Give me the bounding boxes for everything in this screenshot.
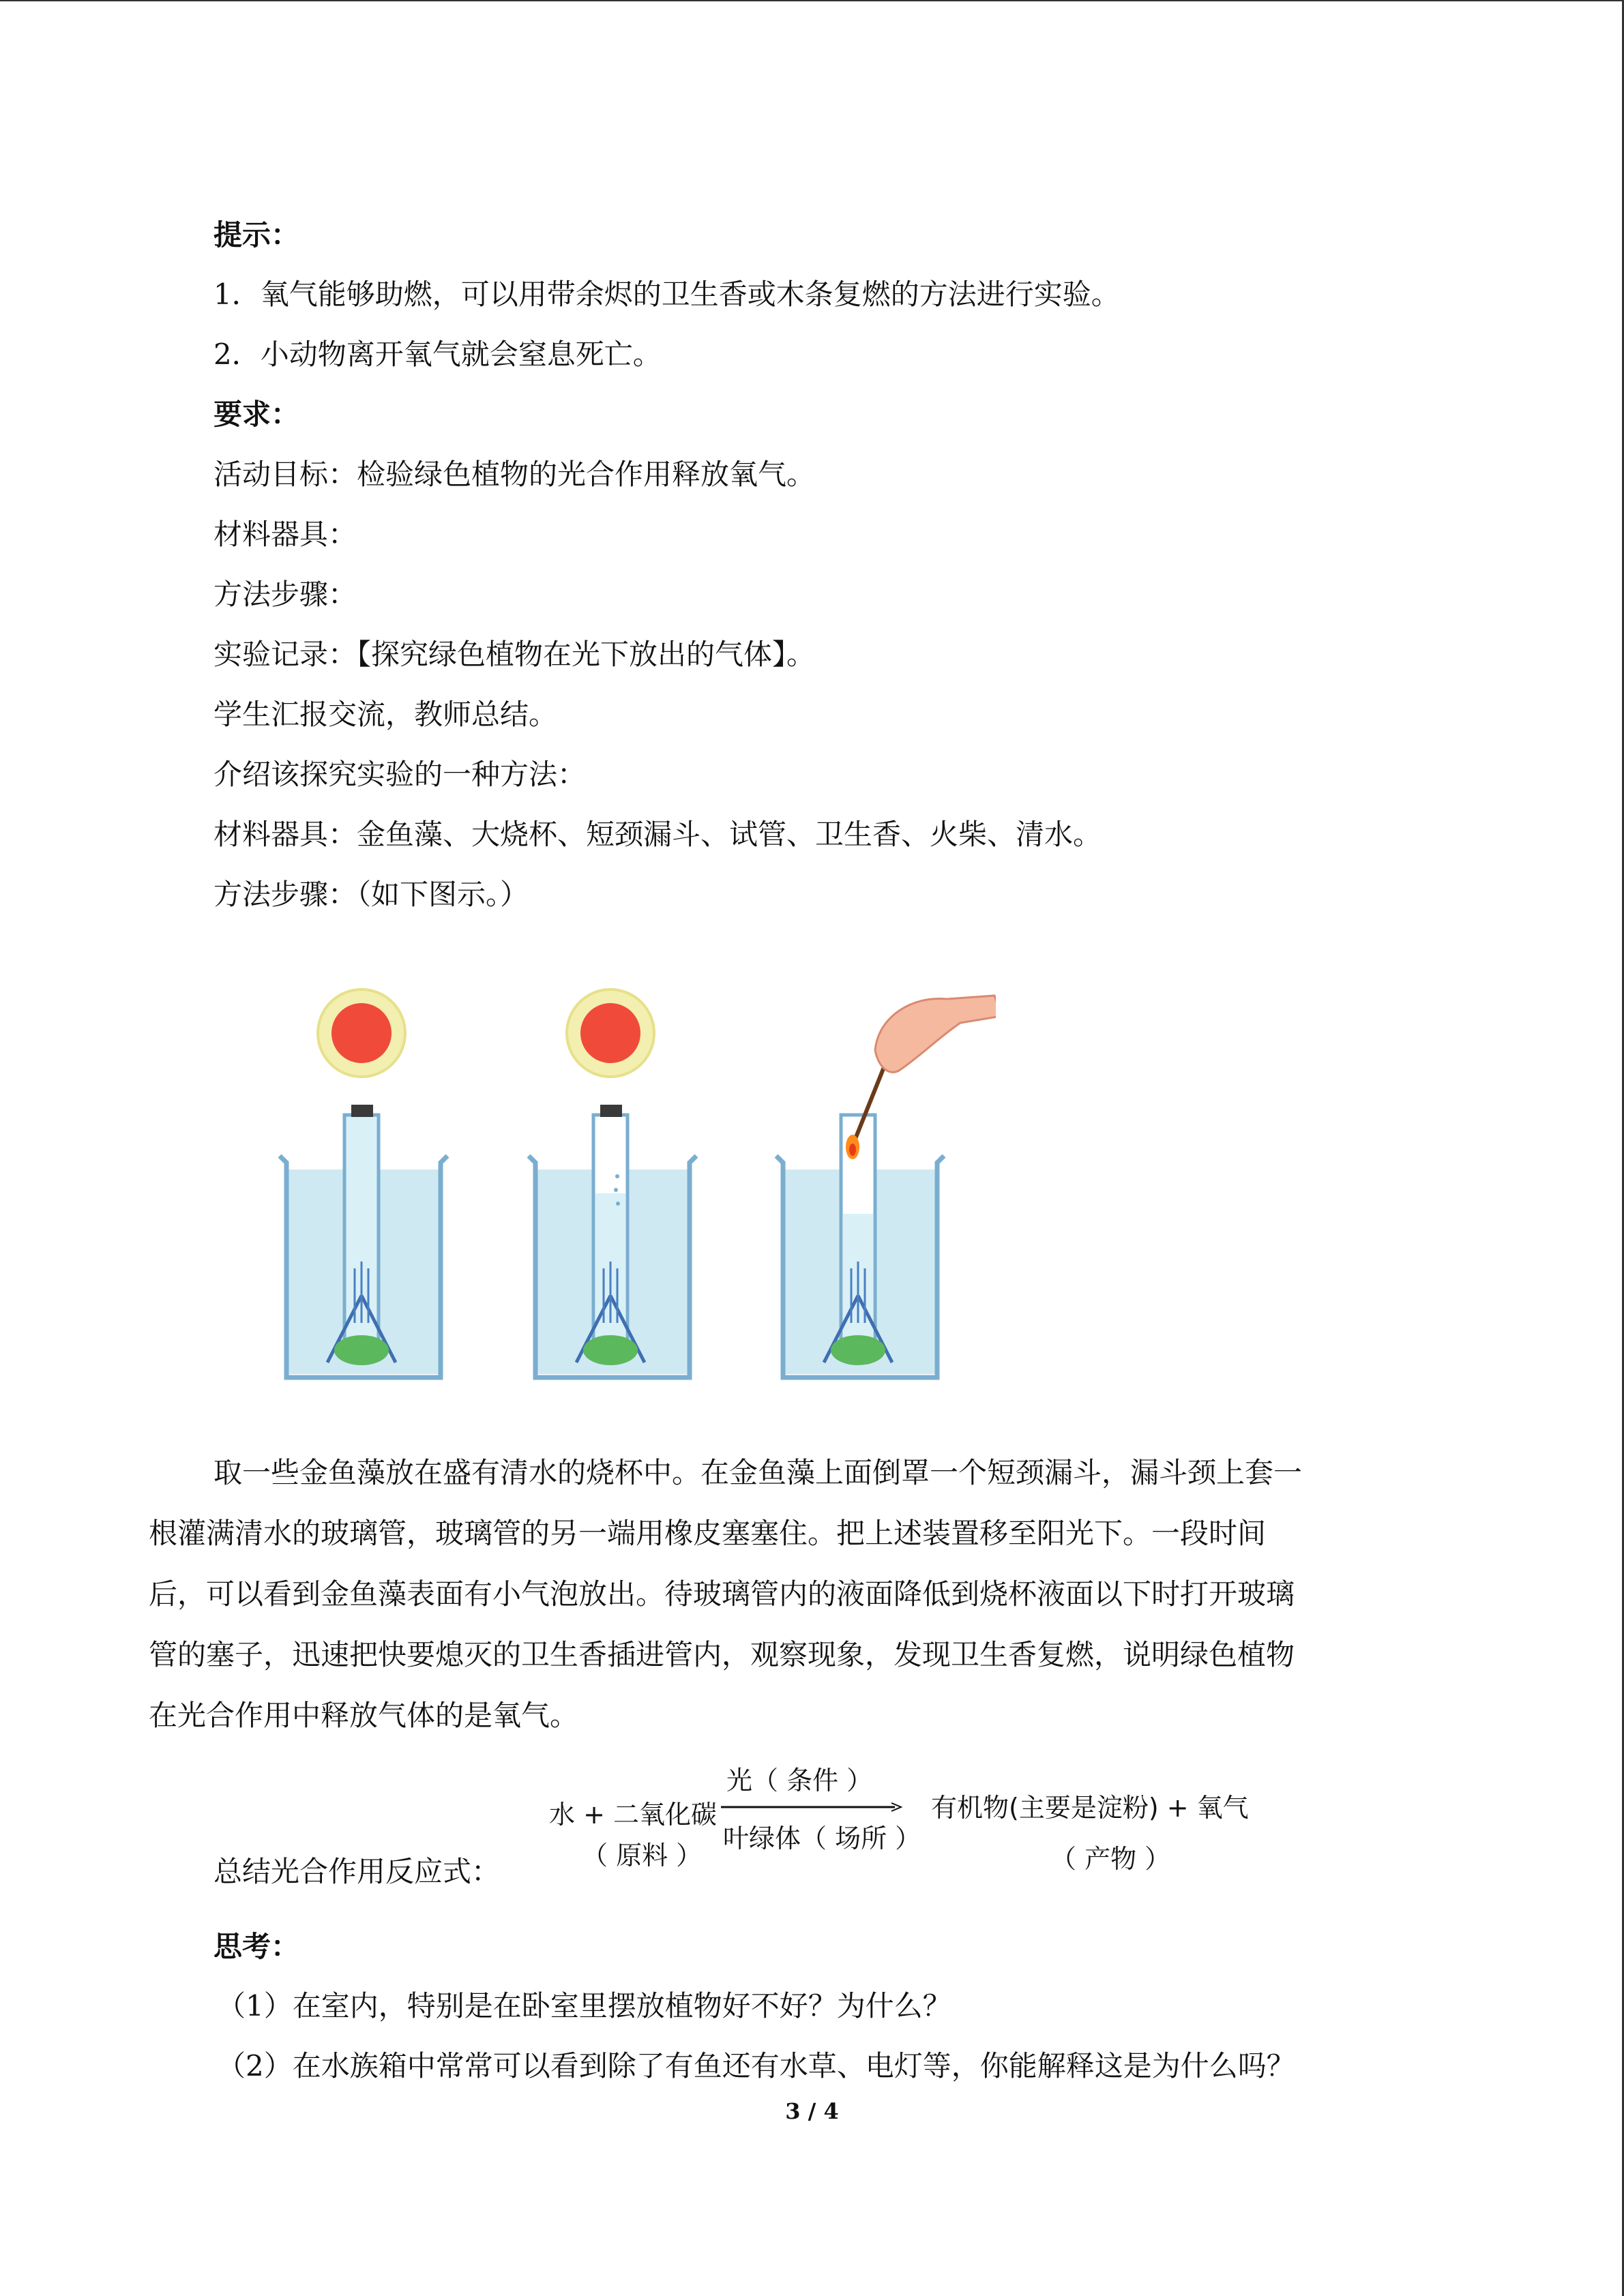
- requirement-line: 材料器具：: [213, 518, 357, 551]
- beaker-3-setup: [776, 996, 996, 1377]
- equation-products: 有机物(主要是淀粉) + 氧气: [931, 1793, 1249, 1823]
- requirement-line: 活动目标：检验绿色植物的光合作用释放氧气。: [213, 458, 816, 491]
- equation-reactants: 水 + 二氧化碳: [549, 1800, 717, 1830]
- thinking-item-2: （2）在水族箱中常常可以看到除了有鱼还有水草、电灯等，你能解释这是为什么吗？: [217, 2049, 1295, 2083]
- requirement-line: 实验记录：【探究绿色植物在光下放出的气体】。: [213, 638, 816, 671]
- paragraph-line: 根灌满清水的玻璃管，玻璃管的另一端用橡皮塞塞住。把上述装置移至阳光下。一段时间: [149, 1517, 1267, 1550]
- paragraph-line: 后，可以看到金鱼藻表面有小气泡放出。待玻璃管内的液面降低到烧杯液面以下时打开玻璃: [149, 1577, 1295, 1611]
- equation-condition-bottom: 叶绿体（ 场所 ）: [723, 1823, 921, 1853]
- beaker-1-setup: [280, 989, 447, 1377]
- hand-icon: [875, 996, 996, 1072]
- paragraph-line: 取一些金鱼藻放在盛有清水的烧杯中。在金鱼藻上面倒罩一个短颈漏斗，漏斗颈上套一: [213, 1456, 1303, 1489]
- paragraph-line: 管的塞子，迅速把快要熄灭的卫生香插进管内，观察现象，发现卫生香复燃，说明绿色植物: [149, 1638, 1295, 1671]
- equation-products-note: （ 产物 ）: [1050, 1844, 1171, 1874]
- requirement-line: 方法步骤：（如下图示。）: [213, 878, 529, 911]
- sun-icon: [567, 989, 654, 1077]
- page-number: 3 / 4: [785, 2098, 839, 2124]
- beaker-2-setup: [529, 989, 696, 1377]
- equation-condition-top: 光（ 条件 ）: [726, 1765, 873, 1795]
- hint-item-2: 2．小动物离开氧气就会窒息死亡。: [213, 338, 662, 371]
- requirement-line: 学生汇报交流，教师总结。: [213, 698, 558, 731]
- thinking-title: 思考：: [213, 1930, 300, 1963]
- sun-icon: [318, 989, 405, 1077]
- reaction-arrow: [721, 1800, 905, 1814]
- thinking-item-1: （1）在室内，特别是在卧室里摆放植物好不好？为什么？: [217, 1989, 951, 2023]
- experiment-description: [149, 1442, 1458, 1746]
- experiment-figure: [259, 968, 996, 1391]
- equation-reactants-note: （ 原料 ）: [582, 1840, 703, 1870]
- photosynthesis-equation: [542, 1753, 1258, 1882]
- hint-title: 提示：: [213, 218, 300, 252]
- hint-item-1: 1．氧气能够助燃，可以用带余烬的卫生香或木条复燃的方法进行实验。: [213, 278, 1120, 311]
- requirement-line: 介绍该探究实验的一种方法：: [213, 758, 587, 791]
- paragraph-line: 在光合作用中释放气体的是氧气。: [149, 1699, 579, 1732]
- requirement-line: 方法步骤：: [213, 578, 357, 611]
- equation-label: 总结光合作用反应式：: [213, 1855, 501, 1888]
- requirement-line: 材料器具：金鱼藻、大烧杯、短颈漏斗、试管、卫生香、火柴、清水。: [213, 818, 1102, 851]
- requirements-title: 要求：: [213, 398, 300, 431]
- page-top-border: [0, 0, 1623, 1]
